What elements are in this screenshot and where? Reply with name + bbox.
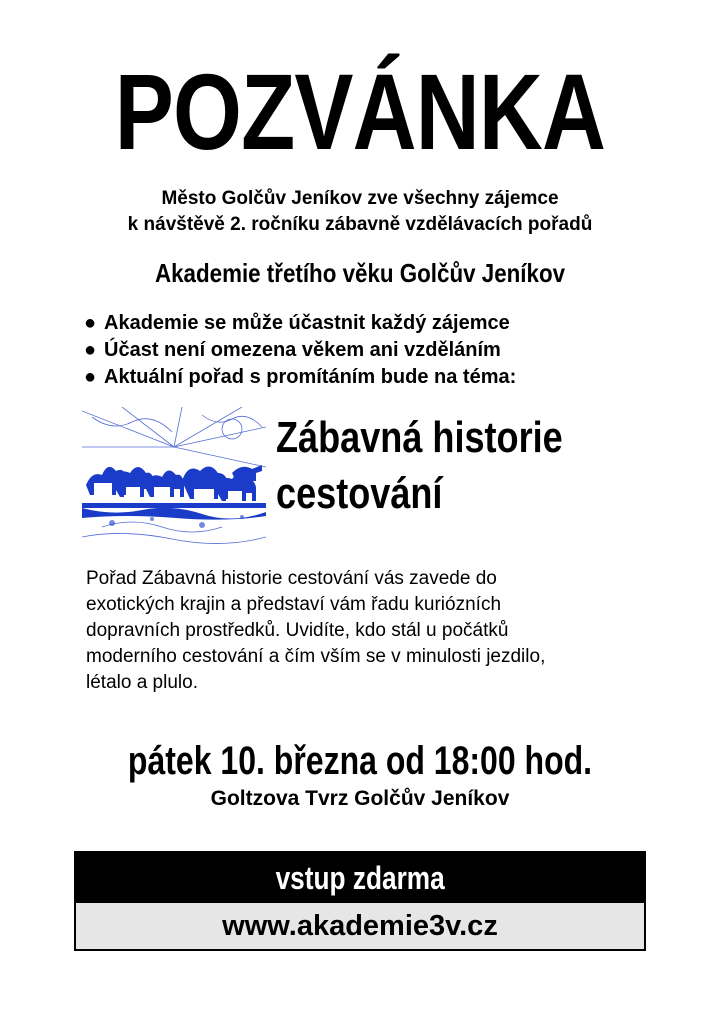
- intro-text: [0, 186, 720, 238]
- entry-banner: [76, 853, 644, 903]
- description-line: exotických krajin a představí vám řadu kuriózních: [86, 594, 502, 615]
- topic-line-1: Zábavná historie: [276, 413, 563, 462]
- page-title: POZVÁNKA: [114, 51, 606, 172]
- bullet-list: [84, 310, 644, 391]
- bullet-item: [84, 337, 644, 364]
- bullet-item: [84, 310, 644, 337]
- caravan-map-illustration: [82, 407, 266, 547]
- description-line: moderního cestování a čím vším se v minulosti jezdilo,: [86, 646, 546, 667]
- event-place: Goltzova Tvrz Golčův Jeníkov: [210, 787, 510, 810]
- bullet-text: Akademie se může účastnit každý zájemce: [104, 312, 510, 334]
- bullet-icon: ●: [84, 339, 97, 361]
- event-date: pátek 10. března od 18:00 hod.: [127, 739, 593, 783]
- intro-line-1: Město Golčův Jeníkov zve všechny zájemce: [161, 188, 559, 209]
- bullet-item: [84, 364, 644, 391]
- program-description: [86, 566, 606, 696]
- footer-box: [74, 851, 646, 951]
- program-topic: [276, 410, 620, 522]
- bullet-text: Aktuální pořad s promítáním bude na téma:: [104, 366, 517, 388]
- intro-line-2: k návštěvě 2. ročníku zábavně vzdělávacích pořadů: [127, 214, 593, 235]
- topic-line-2: cestování: [276, 469, 443, 518]
- website-url[interactable]: www.akademie3v.cz: [76, 903, 644, 949]
- description-line: Pořad Zábavná historie cestování vás zavede do: [86, 568, 497, 589]
- description-line: létalo a plulo.: [86, 672, 198, 693]
- series-name: Akademie třetího věku Golčův Jeníkov: [154, 258, 566, 288]
- bullet-icon: ●: [84, 366, 97, 388]
- description-line: dopravních prostředků. Uvidíte, kdo stál u počátků: [86, 620, 509, 641]
- bullet-icon: ●: [84, 312, 97, 334]
- bullet-text: Účast není omezena věkem ani vzděláním: [104, 339, 501, 361]
- entry-text: vstup zdarma: [275, 860, 445, 896]
